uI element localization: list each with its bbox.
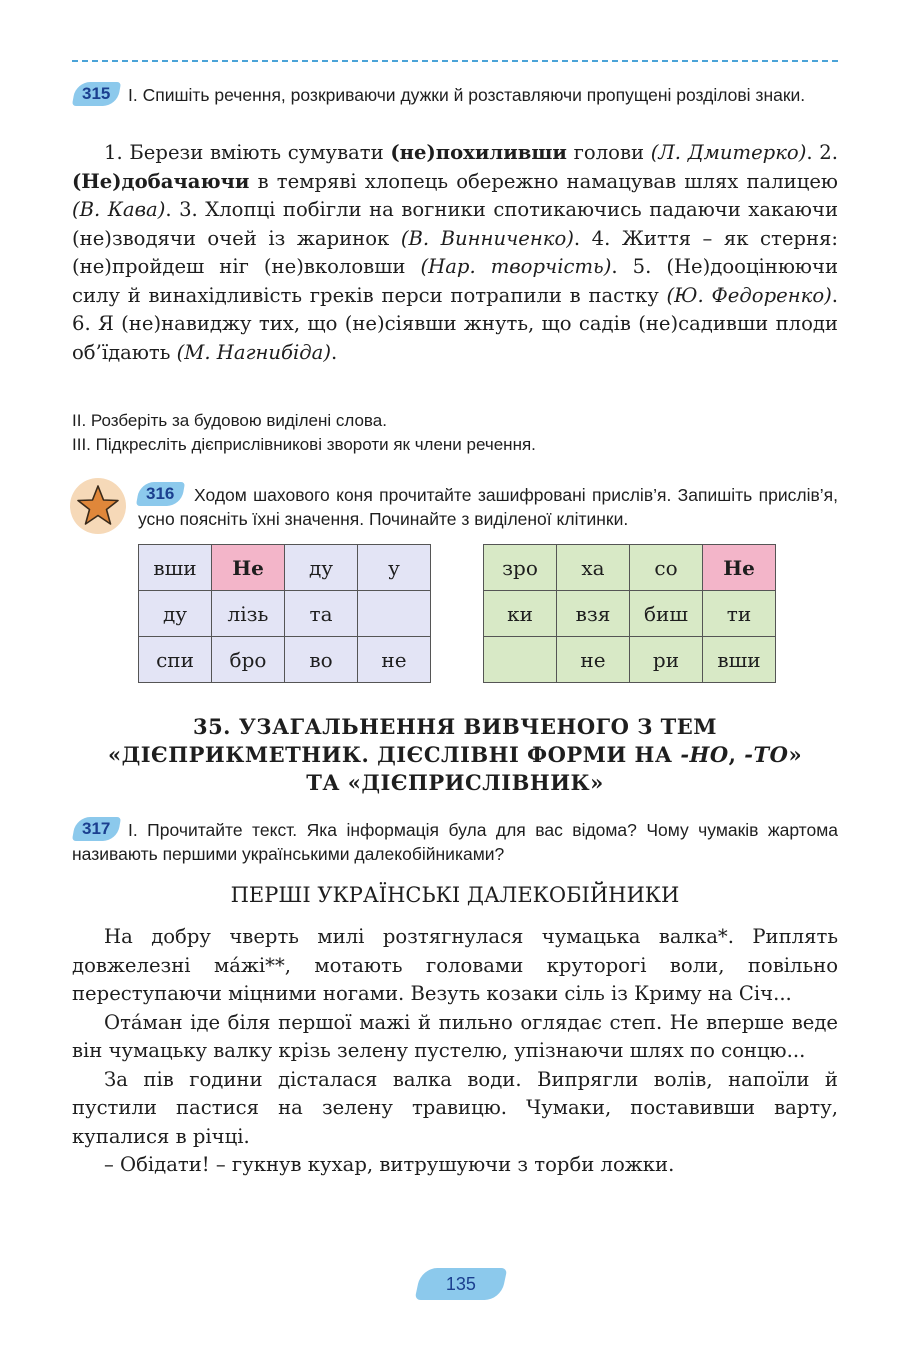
grid-cell: спи bbox=[139, 637, 212, 683]
grid-cell-start: Не bbox=[212, 545, 285, 591]
section-heading-line: «ДІЄПРИКМЕТНИК. ДІЄСЛІВНІ ФОРМИ НА -НО, -ТО» bbox=[107, 742, 803, 767]
highlighted-word: (не)похиливши bbox=[390, 141, 567, 164]
sentence-text: . 6. Я (не)навиджу тих, що (не)сіявши жнуть, що садів (не)садивши плоди об’їдають bbox=[72, 283, 838, 364]
grid-cell-start: Не bbox=[703, 545, 776, 591]
exercise-317-instruction: І. Прочитайте текст. Яка інформація була для вас відома? Чому чумаків жартома називають першими українськими далекобійниками? bbox=[72, 820, 838, 864]
section-heading-line: ТА «ДІЄПРИСЛІВНИК» bbox=[306, 770, 604, 795]
paragraph: – Обідати! – гукнув кухар, витрушуючи з торби ложки. bbox=[104, 1153, 675, 1176]
sentence-text: 1. Берези вміють сумувати bbox=[104, 141, 391, 164]
sentence-text: . bbox=[330, 340, 338, 364]
grid-cell: биш bbox=[630, 591, 703, 637]
page-number: 135 bbox=[415, 1268, 508, 1300]
exercise-number-badge: 315 bbox=[72, 82, 122, 106]
paragraph: На добру чверть милі розтягнулася чумацька валка*. Риплять довжелезні ма́жі**, мотають головами круторогі воли, повільно переступаючи міцними ногами. Везуть козаки сіль із Криму на Січ... bbox=[72, 925, 838, 1005]
grid-cell: у bbox=[358, 545, 431, 591]
grid-cell: не bbox=[358, 637, 431, 683]
author-citation: (М. Нагнибіда) bbox=[176, 340, 331, 364]
highlighted-word: (Не)добачаючи bbox=[72, 169, 250, 193]
task-3: ІІІ. Підкресліть дієприслівникові звороти як члени речення. bbox=[72, 435, 536, 454]
grid-cell: ри bbox=[630, 637, 703, 683]
grid-cell bbox=[358, 591, 431, 637]
paragraph: Ота́ман іде біля першої мажі й пильно оглядає степ. Не вперше веде він чумацьку валку крізь зелену пустелю, упізнаючи шлях по сонцю... bbox=[72, 1010, 838, 1062]
grid-cell: во bbox=[285, 637, 358, 683]
cipher-grid-left bbox=[138, 544, 431, 683]
sentence-text: . 5. (Не)дооцінюючи силу й винахідливість греків перси потрапили в пастку bbox=[72, 255, 839, 307]
section-heading-line: 35. УЗАГАЛЬНЕННЯ ВИВЧЕНОГО З ТЕМ bbox=[192, 714, 718, 739]
author-citation: (В. Винниченко) bbox=[400, 226, 574, 250]
grid-cell: со bbox=[630, 545, 703, 591]
task-2: ІІ. Розберіть за будовою виділені слова. bbox=[72, 411, 387, 430]
cipher-grid-right bbox=[483, 544, 776, 683]
grid-cell: вши bbox=[139, 545, 212, 591]
grid-cell: ду bbox=[285, 545, 358, 591]
sentence-text: . 3. Хлопці побігли на вогники спотикаючись падаючи хакаючи (не)зводячи очей із жаринок bbox=[72, 198, 839, 250]
author-citation: (Ю. Федоренко) bbox=[666, 283, 832, 307]
sentence-text: голови bbox=[566, 141, 651, 164]
section-heading bbox=[72, 713, 838, 797]
text-title: ПЕРШІ УКРАЇНСЬКІ ДАЛЕКОБІЙНИКИ bbox=[230, 883, 680, 907]
exercise-number-badge: 317 bbox=[72, 817, 122, 841]
exercise-315-subtasks bbox=[72, 409, 838, 457]
grid-cell: не bbox=[557, 637, 630, 683]
grid-cell bbox=[484, 637, 557, 683]
author-citation: (Л. Дмитерко) bbox=[650, 141, 807, 164]
sentence-text: . 2. bbox=[806, 141, 838, 164]
star-icon-circle bbox=[70, 478, 126, 534]
exercise-315-instruction: І. Спишіть речення, розкриваючи дужки й розставляючи пропущені розділові знаки. bbox=[128, 85, 806, 105]
grid-cell: ду bbox=[139, 591, 212, 637]
sentence-text: в темряві хлопець обережно намацував шлях палицею bbox=[249, 169, 838, 193]
grid-cell: ха bbox=[557, 545, 630, 591]
grid-cell: ки bbox=[484, 591, 557, 637]
exercise-316-instruction: Ходом шахового коня прочитайте зашифровані прислів’я. Запишіть прислів’я, усно поясніть їхні значення. Починайте з виділеної клітинки. bbox=[138, 485, 838, 529]
exercise-number-badge: 316 bbox=[136, 482, 186, 506]
star-icon bbox=[70, 478, 126, 534]
exercise-317-text bbox=[72, 923, 838, 1180]
grid-cell: ти bbox=[703, 591, 776, 637]
grid-cell: бро bbox=[212, 637, 285, 683]
top-dashed-divider bbox=[72, 60, 838, 62]
exercise-315-text bbox=[72, 139, 838, 367]
author-citation: (Нар. творчість) bbox=[420, 255, 612, 278]
grid-cell: зро bbox=[484, 545, 557, 591]
grid-cell: лізь bbox=[212, 591, 285, 637]
grid-cell: та bbox=[285, 591, 358, 637]
grid-cell: вши bbox=[703, 637, 776, 683]
grid-cell: взя bbox=[557, 591, 630, 637]
author-citation: (В. Кава) bbox=[72, 198, 166, 221]
sentence-text: . 4. Життя – як стерня: (не)пройдеш ніг (не)вколовши bbox=[72, 226, 839, 278]
paragraph: За пів години дісталася валка води. Випрягли волів, напоїли й пустили пастися на зелену травицю. Чумаки, поставивши варту, купалися в річці. bbox=[72, 1067, 838, 1148]
